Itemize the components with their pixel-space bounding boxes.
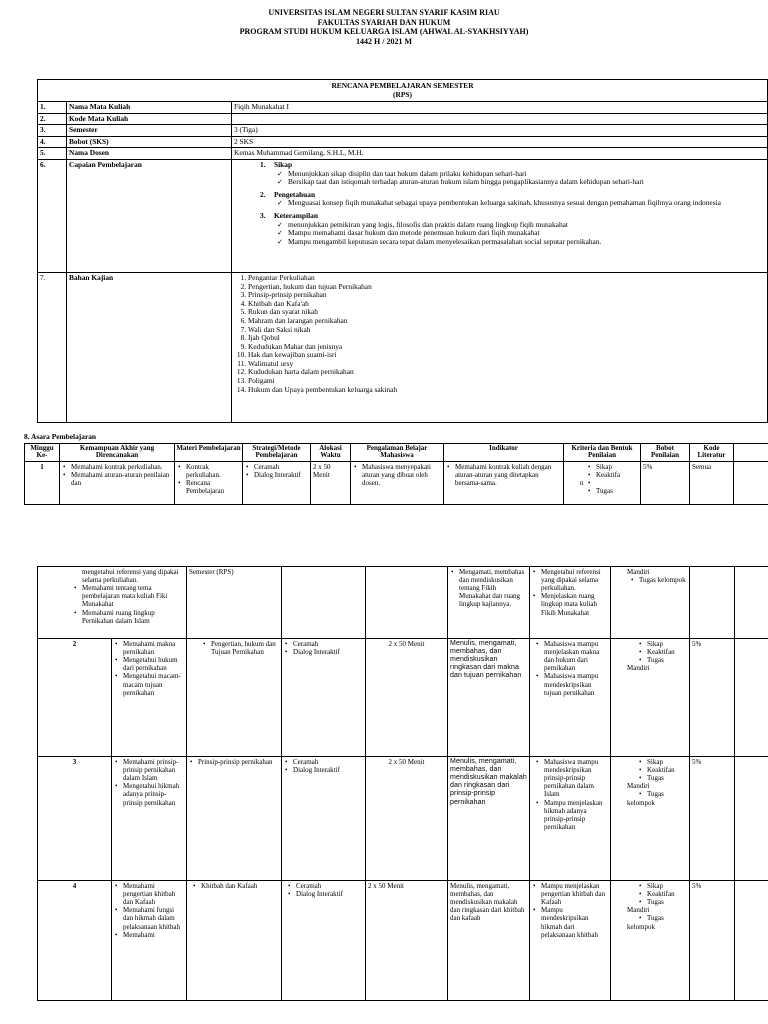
- table-row: 3 • Memahami prinsip-prinsip pernikahan dalam Islam • Mengetahui hikmah adanya prinsip-prinsip pernikahan • Prinsip-prinsip pernikahan • Ceramah • Dialog Interaktif 2 x 50 Menit Menulis, mengamati, membahas, dan mendiskusikan makalah dan ringkasan dari prinsip-prinsip pernikahan • Mahasiswa mampu mendeskripsikan prinsip-prinsip pernikahan dalam Islam • Mampu menjelaskan hikmah adanya prinsip-prinsip pernikahan • Sikap • Keaktifan • Tugas Mandiri • Tugas kelompok 5%: [38, 757, 768, 881]
- rps-row: 5. Nama Dosen Kemas Muhammad Gemilang, S.H.I., M.H.: [38, 148, 768, 160]
- faculty-name: FAKULTAS SYARIAH DAN HUKUM: [317, 17, 451, 27]
- program-name: PROGRAM STUDI HUKUM KELUARGA ISLAM (AHWAL AL-SYAKHSIYYAH): [239, 27, 529, 37]
- table-row: 1 • Memahami kontrak perkuliahan. • Memahami aturan-aturan penilaian dan • Kontrak perkuliahan. • Rencana Pembelajaran • Ceramah • Dialog Interaktif 2 x 50 Menit • Mahasiswa menyepakati aturan yang dibuat oleh dosen. • Memahami kontrak kuliah dengan aturan-aturan yang ditetapkan bersama-sama. • Sikap • Keaktifa • n • Tugas 5% Semua: [25, 461, 768, 504]
- sikap-list: ✓ Menunjukkan sikap disiplin dan taat hukum dalam prilaku kehidupan sehari-hari ✓ Bersikap taat dan istiqomah terhadap aturan-aturan hukum islam hingga pengaplikasiannya dalam kehidupan sehari-hari: [250, 170, 765, 187]
- asara-continuation-table: [37, 566, 768, 1001]
- asara-table: [24, 443, 768, 505]
- table-row: 4 • Memahami pengertian khitbah dan Kafaah • Memahami fungsi dan hikmah dalam pelaksanaan khitbah • Memahami • Khitbah dan Kafaah • Ceramah • Dialog Interaktif 2 x 50 Menit Menulis, mengamati, membahas, dan mendiskusikan makalah dan ringkasan dari khitbah dan kafaah • Mampu menjelaskan pengertian khitbah dan Kafaah • Mampu mendeskripsikan hikmah dari pelaksanaan khitbah • Sikap • Keaktifan • Tugas Mandiri • Tugas kelompok 5%: [38, 881, 768, 1001]
- keterampilan-list: ✓ menunjukkan pemikiran yang logis, filosofis dan praktis dalam ruang lingkup fiqih munakahat ✓ Mampu memahami dasar hukum dan metode penemuan hukum dari fiqih munakahat ✓ Mampu mengambil keputusan secara tepat dalam menyelesaikan permasalahan social seputar pernikahan.: [250, 221, 765, 247]
- bahan-content: [232, 273, 768, 423]
- rps-row: 2. Kode Mata Kuliah: [38, 113, 768, 125]
- table-row: mengetahui referensi yang dipakai selama perkuliahan. • Memahami tentang tema pembelajaran mata kuliah Fiki Munakahat • Memahami ruang lingkup Pernikahan dalam Islam Semester (RPS) • Mengamati, membahas dan mendiskusikan tentang Fikih Munakahat dan ruang lingkup kajiannya. • Mengetahui referensi yang dipakai selama perkuliahan. • Menjelaskan ruang lingkup mata kuliah Fikih Munakahat Mandiri • Tugas kelompok: [38, 567, 768, 639]
- bahan-row: 7. Bahan Kajian 1. Pengantar Perkuliahan 2. Pengertian, hukum dan tujuan Pernikahan 3. Prinsip-prinsip pernikahan 4. Khitbah dan Kafa'ah 5. Rukun dan syarat nikah 6. Mahram dan larangan pernikahan 7. Wali dan Saksi nikah 8. Ijab Qobul 9. Kedudukan Mahar dan jenisnya 10. Hak dan kewajiban suami-isri 11. Walimatul ursy 12. Kududukan harta dalam pernikahan 13. Poligami 14. Hukum dan Upaya pembentukan keluarga sakinah: [38, 273, 768, 423]
- section-label: 8. Asara Pembelajaran: [24, 432, 97, 441]
- document-header: [0, 8, 768, 46]
- rps-table: [37, 79, 768, 423]
- bahan-list: 1. Pengantar Perkuliahan 2. Pengertian, hukum dan tujuan Pernikahan 3. Prinsip-prinsip pernikahan 4. Khitbah dan Kafa'ah 5. Rukun dan syarat nikah 6. Mahram dan larangan pernikahan 7. Wali dan Saksi nikah 8. Ijab Qobul 9. Kedudukan Mahar dan jenisnya 10. Hak dan kewajiban suami-isri 11. Walimatul ursy 12. Kududukan harta dalam pernikahan 13. Poligami 14. Hukum dan Upaya pembentukan keluarga sakinah: [234, 274, 765, 394]
- university-name: UNIVERSITAS ISLAM NEGERI SULTAN SYARIF KASIM RIAU: [268, 8, 500, 17]
- rps-title: RENCANA PEMBELAJARAN SEMESTER (RPS): [38, 80, 768, 102]
- asara-header-row: Minggu Ke- Kemampuan Akhir yang Direncanakan Materi Pembelajaran Strategi/Metode Pembelajaran Alokasi Waktu Pengalaman Belajar Mahasiswa Indikator Kriteria dan Bentuk Penilaian Bobot Penilaian Kode Literatur: [25, 444, 768, 462]
- rps-row: 4. Bobot (SKS) 2 SKS: [38, 136, 768, 148]
- rps-row: 1. Nama Mata Kuliah Fiqih Munakahat I: [38, 102, 768, 114]
- pengetahuan-list: ✓ Menguasai konsep fiqih munakahat sebagai upaya pembentukan keluarga sakinah, khususnya sesuai dengan pemahaman fiqihnya orang indonesia: [250, 199, 765, 208]
- capaian-row: 6. Capaian Pembelajaran 1. Sikap ✓ Menunjukkan sikap disiplin dan taat hukum dalam prilaku kehidupan sehari-hari ✓ Bersikap taat dan istiqomah terhadap aturan-aturan hukum islam hingga pengaplikasiannya dalam kehidupan sehari-hari 2. Pengetahuan ✓ Menguasai konsep fiqih munakahat sebagai upaya pembentukan keluarga sakinah, khususnya sesuai dengan pemahaman fiqihnya orang indonesia 3. Keterampilan ✓ menunjukkan pemikiran yang logis, filosofis dan praktis dalam ruang lingkup fiqih munakahat ✓ Mampu memahami dasar hukum dan metode penemuan hukum dari fiqih munakahat ✓ Mampu mengambil keputusan secara tepat dalam menyelesaikan permasalahan social seputar pernikahan.: [38, 160, 768, 273]
- rps-row: 3. Semester 3 (Tiga): [38, 125, 768, 137]
- academic-year: 1442 H / 2021 M: [356, 36, 412, 46]
- capaian-content: 1. Sikap ✓ Menunjukkan sikap disiplin dan taat hukum dalam prilaku kehidupan sehari-hari ✓ Bersikap taat dan istiqomah terhadap aturan-aturan hukum islam hingga pengaplikasiannya dalam kehidupan sehari-hari 2. Pengetahuan ✓ Menguasai konsep fiqih munakahat sebagai upaya pembentukan keluarga sakinah, khususnya sesuai dengan pemahaman fiqihnya orang indonesia 3. Keterampilan ✓ menunjukkan pemikiran yang logis, filosofis dan praktis dalam ruang lingkup fiqih munakahat ✓ Mampu memahami dasar hukum dan metode penemuan hukum dari fiqih munakahat ✓ Mampu mengambil keputusan secara tepat dalam menyelesaikan permasalahan social seputar pernikahan.: [232, 160, 768, 273]
- table-row: 2 • Memahami makna pernikahan • Mengetahui hukum dari pernikahan • Mengetahui macam-macam tujuan pernikahan • Pengertian, hukum dan Tujuan Pernikahan • Ceramah • Dialog Interaktif 2 x 50 Menit Menulis, mengamati, membahas, dan mendiskusikan ringkasan dari makna dan tujuan pernikahan • Mahasiswa mampu menjelaskan makna dan hukum dari pernikahan • Mahasiswa mampu mendeskripsikan tujuan pernikahan • Sikap • Keaktifan • Tugas Mandiri 5%: [38, 639, 768, 757]
